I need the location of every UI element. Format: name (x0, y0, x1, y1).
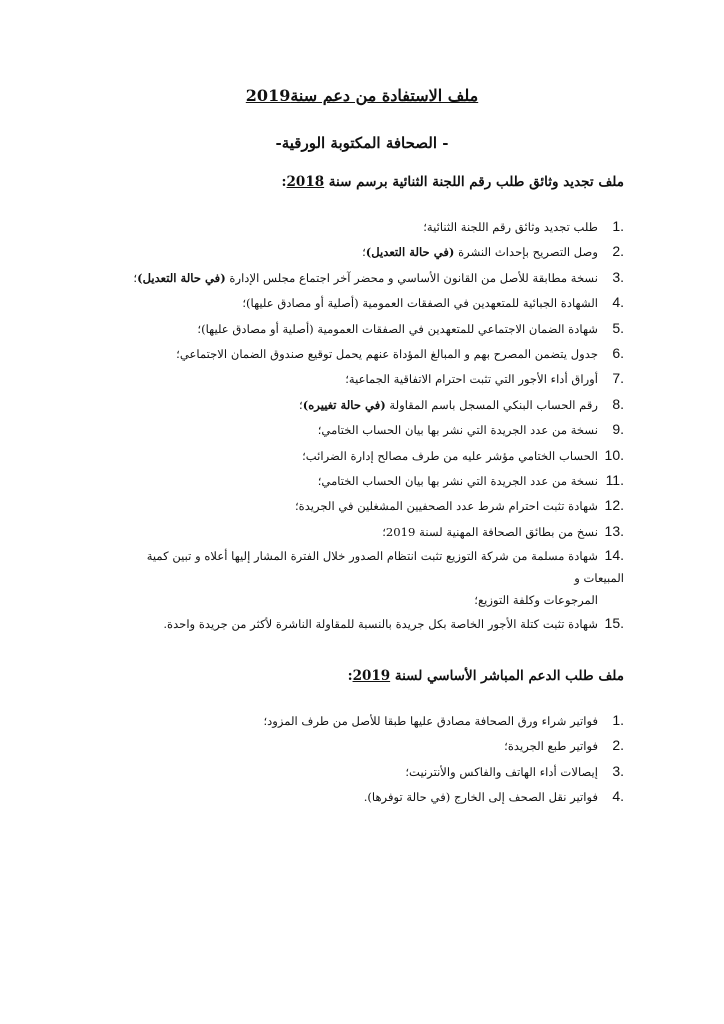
list-item-text: نسخة مطابقة للأصل من القانون الأساسي و محضر آخر اجتماع مجلس الإدارة (225, 270, 598, 285)
list-item-text: نسخ من بطائق الصحافة المهنية لسنة 2019؛ (382, 524, 598, 539)
list-item (104, 214, 624, 239)
section-heading-colon: : (347, 668, 353, 684)
list-item (104, 468, 624, 493)
list-item-number: 8. (612, 395, 624, 412)
list-item-number: 13. (604, 522, 624, 539)
list-item-number: 6. (612, 345, 624, 362)
list-item-emphasis: (في حالة التعديل) (365, 245, 455, 260)
list-item-text: شهادة تثبت احترام شرط عدد الصحفيين المشغلين في الجريدة؛ (294, 499, 598, 514)
list-item-number: 15. (604, 615, 624, 632)
section-heading-year: 2019 (352, 668, 391, 684)
list-item-text: نسخة من عدد الجريدة التي نشر بها بيان الحساب الختامي؛ (317, 423, 598, 438)
list-item-text: فواتير طبع الجريدة؛ (504, 739, 598, 754)
list-item-end: ؛ (299, 397, 303, 412)
list-item-continuation: المرجوعات وكلفة التوزيع؛ (474, 593, 598, 608)
list-item (104, 733, 624, 758)
list-item (104, 493, 624, 518)
list-item-number: 4. (612, 294, 624, 311)
list-item-number: 5. (612, 319, 624, 336)
section-heading-year: 2018 (286, 174, 325, 190)
list-item (104, 392, 624, 417)
list-item-number: 11. (605, 472, 624, 489)
list-item-number: 4. (612, 788, 624, 805)
list-item-text: الحساب الختامي مؤشر عليه من طرف مصالح إدارة الضرائب؛ (302, 448, 598, 463)
list-item (104, 290, 624, 315)
list-item-text: نسخة من عدد الجريدة التي نشر بها بيان الحساب الختامي؛ (317, 474, 598, 489)
list-item (104, 544, 624, 611)
list-item-text: شهادة تثبت كتلة الأجور الخاصة بكل جريدة بالنسبة للمقاولة الناشرة لأكثر من جريدة واحدة. (163, 617, 598, 632)
list-item-text: طلب تجديد وثائق رقم اللجنة الثنائية؛ (423, 220, 598, 234)
list-item (104, 759, 624, 784)
list-item-number: 10. (604, 446, 624, 463)
list-item-number: 1. (612, 712, 624, 728)
list-item (104, 417, 624, 442)
list-item (104, 341, 624, 366)
list-item-text: فواتير نقل الصحف إلى الخارج (في حالة توفرها). (363, 790, 598, 805)
list-item (104, 239, 624, 264)
list-item (104, 443, 624, 468)
support-documents-list (104, 708, 624, 810)
list-item-text: إيصالات أداء الهاتف والفاكس والأنترنيت؛ (405, 764, 598, 779)
list-item-text: شهادة مسلمة من شركة التوزيع تثبت انتظام الصدور خلال الفترة المشار إليها أعلاه و تبين كمية المبيعات و (146, 549, 624, 586)
list-item-end: ؛ (362, 245, 366, 260)
section-renewal-heading (282, 174, 624, 190)
list-item-number: 2. (612, 737, 624, 754)
list-item-text: شهادة الضمان الاجتماعي للمتعهدين في الصفقات العمومية (أصلية أو مصادق عليها)؛ (197, 321, 598, 336)
list-item-text: فواتير شراء ورق الصحافة مصادق عليها طبقا للأصل من طرف المزود؛ (263, 714, 598, 728)
section-support-heading (348, 668, 624, 684)
list-item-number: 14. (604, 547, 624, 564)
document-title: ملف الاستفادة من دعم سنة2019 (245, 86, 479, 105)
section-heading-text: ملف تجديد وثائق طلب رقم اللجنة الثنائية برسم سنة (324, 174, 624, 190)
list-item (104, 265, 624, 290)
list-item (104, 708, 624, 733)
list-item-end: ؛ (133, 270, 138, 285)
list-item (104, 316, 624, 341)
list-item-number: 12. (604, 497, 624, 514)
list-item (104, 611, 624, 636)
list-item-number: 3. (612, 762, 624, 779)
list-item-number: 7. (612, 370, 624, 387)
section-heading-text: ملف طلب الدعم المباشر الأساسي لسنة (390, 668, 624, 684)
list-item (104, 519, 624, 544)
list-item-text: رقم الحساب البنكي المسجل باسم المقاولة (385, 397, 598, 412)
document-subtitle: - الصحافة المكتوبة الورقية- (275, 134, 449, 152)
list-item-emphasis: (في حالة تغييره) (302, 397, 386, 412)
list-item-number: 2. (612, 243, 624, 260)
list-item-text: جدول يتضمن المصرح بهم و المبالغ المؤداة عنهم يحمل توقيع صندوق الضمان الاجتماعي؛ (176, 347, 598, 362)
list-item-number: 9. (612, 421, 624, 438)
list-item-emphasis: (في حالة التعديل) (137, 270, 226, 285)
renewal-documents-list (104, 214, 624, 637)
list-item-text: وصل التصريح بإحداث النشرة (454, 245, 598, 260)
list-item-number: 1. (612, 218, 624, 234)
list-item-text: أوراق أداء الأجور التي تثبت احترام الاتفاقية الجماعية؛ (345, 372, 598, 387)
section-heading-colon: : (281, 174, 287, 190)
list-item (104, 784, 624, 809)
list-item-text: الشهادة الجبائية للمتعهدين في الصفقات العمومية (أصلية أو مصادق عليها)؛ (242, 296, 598, 311)
list-item-number: 3. (612, 268, 624, 285)
list-item (104, 366, 624, 391)
